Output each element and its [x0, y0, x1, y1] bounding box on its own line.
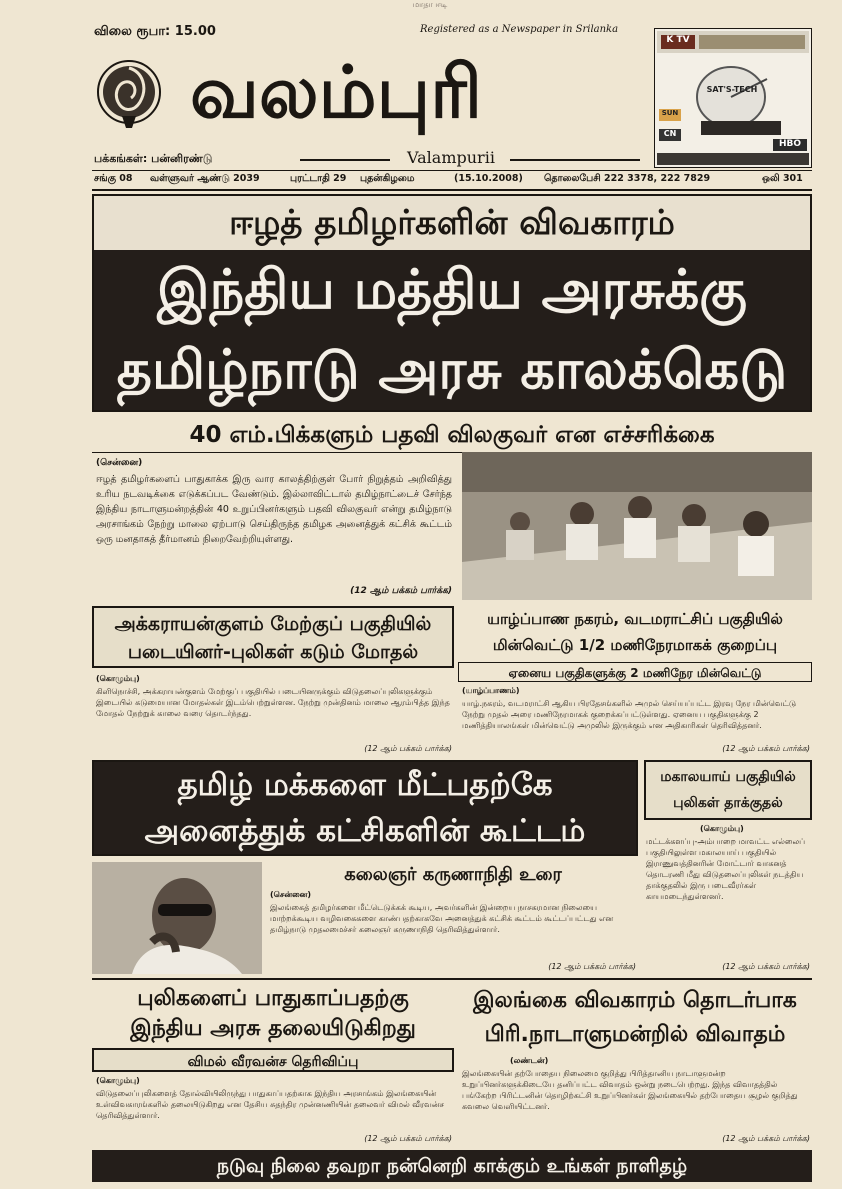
- dateline-phone: தொலைபேசி 222 3378, 222 7829: [544, 173, 711, 184]
- power-headline-1: யாழ்ப்பாண நகரம், வடமராட்சிப் பகுதியில்: [487, 610, 783, 628]
- power-headline-box: [458, 606, 812, 658]
- lead-photo: [462, 452, 812, 600]
- meeting-headline-1: தமிழ் மக்களை மீட்பதற்கே: [94, 762, 636, 808]
- meeting-headline-box: [92, 760, 638, 856]
- registered-note: Registered as a Newspaper in Srilanka: [420, 24, 619, 35]
- lead-body: ஈழத் தமிழர்களைப் பாதுகாக்க இரு வார காலத்திற்குள் போர் நிறுத்தம் அறிவித்து உரிய நடவடிக்கை எடுக்கப்பட வேண்டும். இல்லாவிட்டால் தமிழ்நாட்டைச் சேர்ந்த இந்திய நாடாளுமன்றத்தின் 40 உறுப்பினர்களும் பதவி விலகுவர் என்று தமிழ்நாடு அரசாங்கம் நேற்று மாலை ஏற்பாடு செய்திருந்த தமிழக அனைத்துக் கட்சிக் கூட்டம் ஒரு மனதாகத் தீர்மானம் நிறைவேற்றியுள்ளது.: [96, 474, 452, 545]
- debate-headline-1: இலங்கை விவகாரம் தொடர்பாக: [473, 988, 797, 1013]
- dateline-issue: ஒலி 301: [762, 173, 803, 184]
- conch-logo: [96, 54, 162, 132]
- lead-kicker: ஈழத் தமிழர்களின் விவகாரம்: [229, 203, 675, 243]
- debate-headline-2: பிரி.நாடாளுமன்றில் விவாதம்: [484, 1022, 786, 1047]
- debate-jump: (12 ஆம் பக்கம் பார்க்க): [722, 1134, 810, 1143]
- debate-dateline: (லண்டன்): [510, 1056, 549, 1065]
- lead-dateline: (சென்னை): [96, 458, 143, 468]
- clash-headline-1: அக்கராயன்குளம் மேற்குப் பகுதியில்: [114, 613, 432, 635]
- debate-body: இலங்கையின் தற்போதைய நிலைமை குறித்து பிரித்தானிய நாடாளுமன்ற உறுப்பினர்களுக்கிடையே தனிப்பட்ட விவாதம் ஒன்று நடைபெற்றது. இந்த விவாதத்தில் பங்கேற்ற பிரிட்டனின் தொழிற்கட்சி உறுப்பினர்கள் இலங்கையில் தற்போதைய சூழல் குறித்து கவலை வெளியிட்டனர்.: [462, 1069, 798, 1111]
- power-dateline: (யாழ்ப்பாணம்): [462, 686, 520, 695]
- satellite-dish-icon: [681, 59, 791, 139]
- dateline-date-ta: புரட்டாதி 29: [290, 173, 347, 184]
- attack-headline-2: புலிகள் தாக்குதல்: [673, 795, 783, 811]
- masthead-rule-left: [300, 159, 390, 161]
- attack-dateline: (கொழும்பு): [700, 824, 744, 833]
- protect-jump: (12 ஆம் பக்கம் பார்க்க): [364, 1134, 452, 1143]
- clash-headline-box: [92, 606, 454, 668]
- protect-headline-2: இந்திய அரசு தலையிடுகிறது: [130, 1016, 416, 1041]
- pages-count: பக்கங்கள்: பன்னிரண்டு: [94, 152, 213, 165]
- dateline-rule-bottom: [92, 189, 812, 191]
- dateline-rule-top: [92, 170, 812, 171]
- dateline-day: புதன்கிழமை: [360, 173, 415, 184]
- protect-headline-1: புலிகளைப் பாதுகாப்பதற்கு: [137, 986, 409, 1011]
- lead-headline-block: [92, 194, 812, 412]
- top-strip: மாதா ஈடி: [412, 0, 448, 9]
- ad-logo-hbo: HBO: [773, 139, 807, 151]
- meeting-jump: (12 ஆம் பக்கம் பார்க்க): [548, 962, 636, 971]
- attack-body: மட்டக்களப்பு-அம்பாறை மாவட்ட எல்லைப் பகுதியிலுள்ள மகாலயாய் பகுதியில் இராணுவத்தினரின் மோட்டார் வாகனத் தொடரணி மீது விடுதலைப்புலிகள் நடத்திய தாக்குதலில் இரு படைவீரர்கள் காயமடைந்துள்ளனர்.: [646, 837, 806, 901]
- clash-body: கிளிநொச்சி, அக்கராயன்குளம் மேற்குப் பகுதியில் படையினருக்கும் விடுதலைப்புலிகளுக்கும் இடையில் கடுமையான மோதல்கள் இடம்பெற்றுள்ளன. நேற்று முன்தினம் மாலை ஆரம்பித்த இந்த மோதல் நேற்றுக் காலை வரை தொடர்ந்தது.: [96, 687, 450, 718]
- power-headline-2: மின்வெட்டு 1/2 மணிநேரமாகக் குறைப்பு: [492, 636, 778, 654]
- masthead-title: வலம்புரி: [190, 50, 483, 134]
- clash-headline-2: படையினர்-புலிகள் கடும் மோதல்: [127, 641, 419, 663]
- section-rule: [92, 978, 812, 980]
- attack-headline-1: மகாலயாய் பகுதியில்: [660, 769, 796, 785]
- ad-brand: SAT'S-TECH: [706, 85, 758, 94]
- power-subhead: ஏனைய பகுதிகளுக்கு 2 மணிநேர மின்வெட்டு: [458, 662, 812, 682]
- protect-subhead: விமல் வீரவன்ச தெரிவிப்பு: [92, 1048, 454, 1072]
- lead-headline-1: இந்திய மத்திய அரசுக்கு: [94, 250, 810, 330]
- lead-headline-2: தமிழ்நாடு அரசு காலக்கெடு: [94, 330, 810, 410]
- protect-body: விடுதலைப்புலிகளைத் தோல்வியிலிருந்து பாதுகாப்பதற்காக இந்திய அரசாங்கம் இலங்கையின் உள்விவகாரங்களில் தலையிடுகிறது என தேசிய சுதந்திர முன்னணியின் தலைவர் விமல் வீரவன்ச தெரிவித்துள்ளார்.: [96, 1089, 444, 1120]
- dateline-vol: சங்கு 08: [94, 173, 133, 184]
- meeting-headline-2: அனைத்துக் கட்சிகளின் கூட்டம்: [94, 808, 636, 854]
- tv-advert: [654, 28, 812, 168]
- karunanidhi-photo: [92, 862, 262, 974]
- masthead-subtitle: Valampurii: [407, 148, 495, 167]
- power-jump: (12 ஆம் பக்கம் பார்க்க): [722, 744, 810, 753]
- ad-logo-strip: [699, 35, 805, 49]
- ad-logo-cn: CN: [659, 129, 681, 141]
- clash-dateline: (கொழும்பு): [96, 674, 140, 683]
- attack-jump: (12 ஆம் பக்கம் பார்க்க): [722, 962, 810, 971]
- price: விலை ரூபா: 15.00: [94, 24, 216, 39]
- meeting-subhead: கலைஞர் கருணாநிதி உரை: [344, 864, 562, 885]
- ad-logo-sun: SUN: [659, 109, 681, 121]
- lead-jump: (12 ஆம் பக்கம் பார்க்க): [350, 586, 452, 596]
- power-body: யாழ்.நகரம், வடமராட்சி ஆகிய பிரதேசங்களில் அமுல் செய்யப்பட்ட இரவு நேர மின்வெட்டு நேற்று முதல் அரை மணிநேரமாகக் குறைக்கப்பட்டுள்ளது. ஏனைய பகுதிகளுக்கு 2 மணித்தியாலங்கள் மின்வெட்டு அமுலில் இருக்கும் என அதிகாரிகள் தெரிவித்தனர்.: [462, 699, 796, 730]
- footer-slogan: நடுவு நிலை தவறா நன்னெறி காக்கும் உங்கள் நாளிதழ்: [92, 1150, 812, 1182]
- dateline-date: (15.10.2008): [454, 173, 523, 184]
- dateline-year: வள்ளுவர் ஆண்டு 2039: [150, 173, 260, 184]
- meeting-dateline: (சென்னை): [270, 890, 312, 899]
- attack-headline-box: [644, 760, 812, 820]
- lead-subhead: 40 எம்.பிக்களும் பதவி விலகுவர் என எச்சரிக்கை: [189, 422, 715, 448]
- ad-logo-ktv: K TV: [661, 35, 695, 49]
- masthead-rule-right: [510, 159, 640, 161]
- protect-dateline: (கொழும்பு): [96, 1076, 140, 1085]
- meeting-body: இலங்கைத் தமிழர்களை மீட்டெடுக்கக் கூடிய, அவர்களின் இன்றைய நாசகரமான நிலையை மாற்றக்கூடிய வழிவகைகளை காண்பதற்காகவே அனைத்துக் கட்சிக் கூட்டம் கூட்டப்பட்டது என தமிழ்நாடு முதலமைச்சர் கலைஞர் கருணாநிதி தெரிவித்துள்ளார்.: [270, 903, 614, 934]
- dateline: [94, 173, 812, 187]
- clash-jump: (12 ஆம் பக்கம் பார்க்க): [364, 744, 452, 753]
